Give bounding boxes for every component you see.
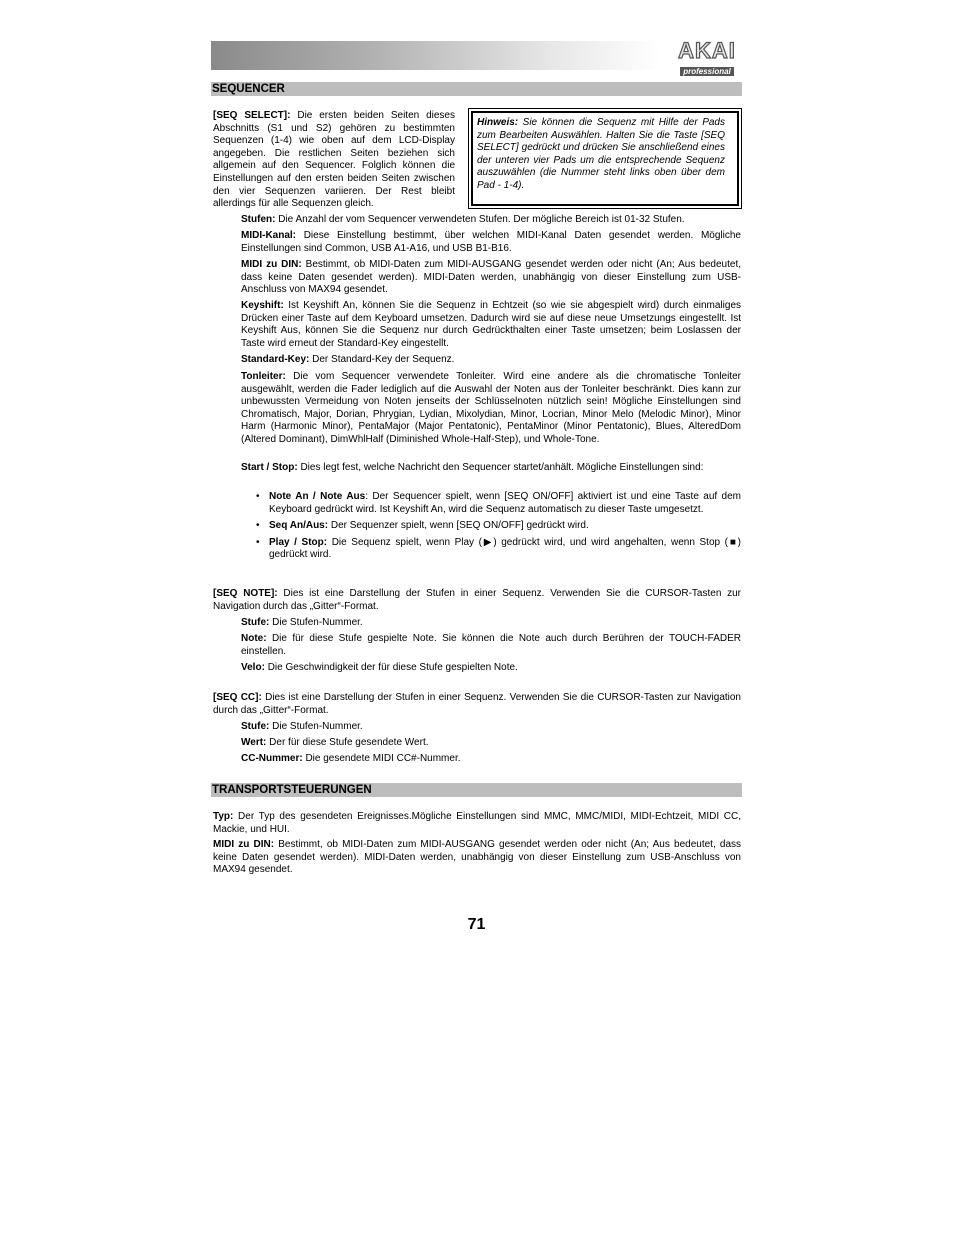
seq-note-text: Dies ist eine Darstellung der Stufen in einer Sequenz. Verwenden Sie die CURSOR-Tasten zur Navigation durch das „Gitter“-Format. (213, 588, 742, 612)
hint-text (477, 117, 725, 193)
param-tonleiter (241, 371, 741, 447)
seq-cc-label: [SEQ CC]: (213, 692, 262, 703)
param-label: Stufe: (241, 721, 270, 732)
din-text: Bestimmt, ob MIDI-Daten zum MIDI-AUSGANG gesendet werden oder nicht (An; Aus bedeutet, dass keine Daten gesendet werden). MIDI-Daten werden, unabhängig von dieser Einstellung zum USB-Anschluss von MAX94 gesendet. (213, 839, 742, 876)
typ-text: Der Typ des gesendeten Ereignisses.Mögliche Einstellungen sind MMC, MMC/MIDI, MIDI-Echtzeit, MIDI CC, Mackie, und HUI. (213, 811, 741, 835)
param-midi-zu-din (241, 259, 741, 297)
param-cc-nummer (241, 753, 741, 766)
seq-cc-intro (213, 692, 741, 717)
param-wert (241, 737, 741, 750)
seq-note-intro (213, 588, 741, 613)
din-label: MIDI zu DIN: (213, 839, 275, 850)
bullet-text: Der Sequenzer spielt, wenn [SEQ ON/OFF] gedrückt wird. (330, 520, 589, 532)
header-gradient-bar (211, 41, 661, 70)
param-stufe (241, 721, 741, 734)
param-label: MIDI zu DIN: (241, 259, 302, 270)
param-stufen (241, 214, 741, 227)
param-text: Die vom Sequencer verwendete Tonleiter. Wird eine andere als die chromatische Tonleiter ausgewählt, werden die Fader lediglich auf die Auswahl der Noten aus der Tonleiter beschränkt. Dies kann zur unbewussten Vermeidung von Noten jenseits der Schlüsselnoten nützlich sein! Mögliche Einstellungen sind Chromatisch, Major, Dorian, Phrygian, Lydian, Mixolydian, Minor, Locrian, Minor Melo (Melodic Minor), Minor Harm (Harmonic Minor), PentaMajor (Major Pentatonic), PentaMinor (Minor Pentatonic), Blues, AlteredDom (Altered Dominant), DimWhlHalf (Diminished Whole-Half-Step), und Whole-Tone. (241, 371, 741, 445)
param-text: Bestimmt, ob MIDI-Daten zum MIDI-AUSGANG gesendet werden oder nicht (An; Aus bedeutet, dass keine Daten gesendet werden). MIDI-Daten werden, unabhängig von dieser Einstellung zum USB-Anschluss von MAX94 gesendet. (241, 259, 742, 296)
seq-cc-text: Dies ist eine Darstellung der Stufen in einer Sequenz. Verwenden Sie die CURSOR-Tasten zur Navigation durch das „Gitter“-Format. (213, 692, 741, 716)
param-text: Die Stufen-Nummer. (272, 721, 363, 732)
seq-select-label: [SEQ SELECT]: (213, 110, 291, 121)
list-item (255, 491, 741, 516)
transport-midi-zu-din (213, 839, 741, 877)
start-stop-options (255, 491, 741, 562)
param-text: Dies legt fest, welche Nachricht den Sequencer startet/anhält. Mögliche Einstellungen sind: (300, 462, 704, 473)
param-stufe (241, 617, 741, 630)
bullet-text: : Der Sequencer spielt, wenn [SEQ ON/OFF] aktiviert ist und eine Taste auf dem Keyboard gedrückt wird. Ist Keyshift An, wird die Sequenz automatisch zu dieser Taste umgesetzt. (269, 491, 741, 515)
param-velo (241, 662, 741, 675)
param-start-stop (241, 462, 741, 475)
param-label: Stufen: (241, 214, 276, 225)
param-text: Die Stufen-Nummer. (272, 617, 363, 628)
param-text: Der für diese Stufe gesendete Wert. (269, 737, 429, 748)
param-midi-kanal (241, 230, 741, 255)
param-keyshift (241, 300, 741, 350)
param-note (241, 633, 741, 658)
param-standard-key (241, 354, 741, 367)
section-title: TRANSPORTSTEUERUNGEN (212, 784, 372, 796)
param-label: Stufe: (241, 617, 270, 628)
param-label: MIDI-Kanal: (241, 230, 296, 241)
seq-note-label: [SEQ NOTE]: (213, 588, 278, 599)
param-label: Velo: (241, 662, 265, 673)
list-item (255, 537, 741, 562)
logo-wordmark: AKAI (678, 38, 736, 63)
hint-box (468, 108, 742, 209)
transport-typ (213, 811, 741, 836)
param-text: Die Anzahl der vom Sequencer verwendeten Stufen. Der mögliche Bereich ist 01-32 Stufen. (278, 214, 685, 225)
param-text: Der Standard-Key der Sequenz. (312, 354, 455, 365)
bullet-dot: • (256, 491, 260, 502)
bullet-dot: • (256, 520, 260, 532)
page-number: 71 (467, 916, 486, 933)
bullet-label: Note An / Note Aus (269, 491, 366, 502)
param-label: Start / Stop: (241, 462, 298, 473)
param-label: CC-Nummer: (241, 753, 303, 764)
param-label: Standard-Key: (241, 354, 310, 365)
param-text: Ist Keyshift An, können Sie die Sequenz in Echtzeit (so wie sie abgespielt wird) durch einmaliges Drücken einer Taste auf dem Keyboard umsetzen. Dadurch wird sie auf diese neue Umsetzungs eingestellt. Ist Keyshift Aus, können Sie die Sequenz nur durch Gedrückthalten einer Taste umsetzen; beim Loslassen der Taste wird erneut der Standard-Key eingestellt. (241, 300, 741, 349)
param-label: Keyshift: (241, 300, 284, 311)
logo-subtitle: professional (680, 67, 734, 76)
hint-body: Sie können die Sequenz mit Hilfe der Pads zum Bearbeiten Auswählen. Halten Sie die Taste [SEQ SELECT] gedrückt und drücken Sie anschließend eines der unteren vier Pads um die entsprechende Sequenz auszuwählen (die Nummer steht links oben über dem Pad - 1-4). (477, 117, 725, 191)
param-text: Die Geschwindigkeit der für diese Stufe gespielten Note. (267, 662, 518, 673)
section-heading-sequencer (211, 82, 742, 96)
section-heading-transport (211, 783, 742, 797)
param-label: Tonleiter: (241, 371, 286, 382)
seq-select-text: Die ersten beiden Seiten dieses Abschnitts (S1 und S2) gehören zu bestimmten Sequenzen (1-4) wie oben auf dem LCD-Display angegeben. Die restlichen Seiten beziehen sich allgemein auf den Sequencer. Folglich können die Einstellungen auf den ersten beiden Seiten zwischen den vier Sequenzen variieren. Der Rest bleibt allerdings für alle Sequenzen gleich. (213, 110, 455, 210)
section-title: SEQUENCER (212, 83, 285, 95)
bullet-dot: • (256, 536, 260, 548)
bullet-label: Play / Stop: (269, 536, 328, 548)
param-text: Die für diese Stufe gespielte Note. Sie können die Note auch durch Berühren der TOUCH-FADER einstellen. (241, 633, 742, 657)
bullet-label: Seq An/Aus: (269, 520, 329, 532)
list-item (255, 520, 741, 533)
hint-label: Hinweis: (477, 117, 519, 128)
param-label: Note: (241, 633, 267, 644)
bullet-text: Die Sequenz spielt, wenn Play (▶) gedrückt wird, und wird angehalten, wenn Stop (■) gedrückt wird. (269, 536, 742, 561)
akai-logo (671, 38, 743, 76)
param-label: Wert: (241, 737, 267, 748)
param-text: Die gesendete MIDI CC#-Nummer. (305, 753, 461, 764)
param-text: Diese Einstellung bestimmt, über welchen MIDI-Kanal Daten gesendet werden. Mögliche Einstellungen sind Common, USB A1-A16, und USB B1-B16. (241, 230, 741, 254)
typ-label: Typ: (213, 811, 234, 822)
seq-select-intro (213, 110, 455, 211)
